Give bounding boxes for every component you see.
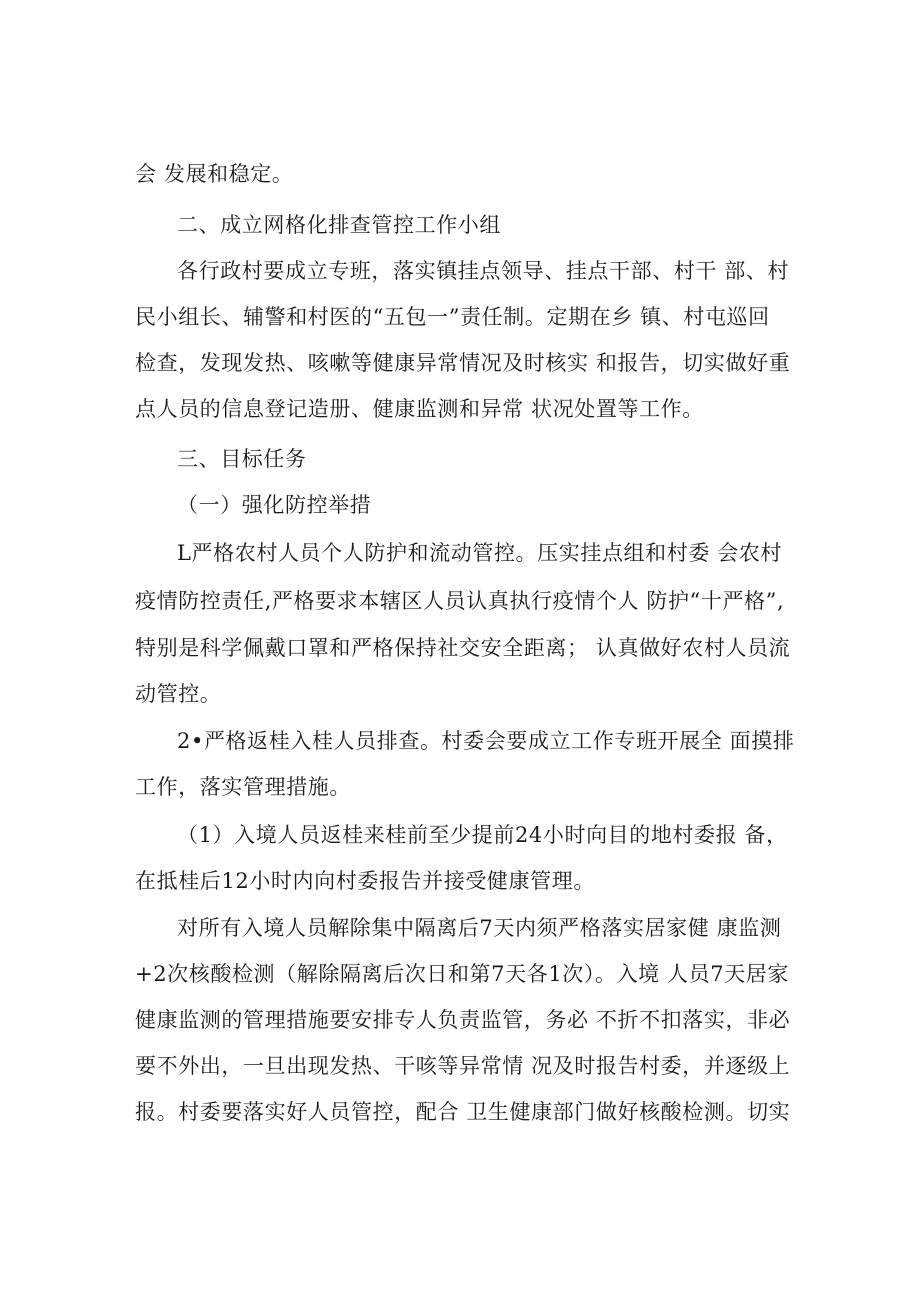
text-line: 会 发展和稳定。 <box>135 162 294 186</box>
text-line: 报。村委要落实好人员管控，配合 卫生健康部门做好核酸检测。切实 <box>135 1100 791 1124</box>
text-line: +2次核酸检测（解除隔离后次日和第7天各1次）。入境 人员7天居家 <box>135 962 790 986</box>
text-line: 要不外出，一旦出现发热、干咳等异常情 况及时报告村委，并逐级上 <box>135 1054 791 1078</box>
text-line: 检查，发现发热、咳嗽等健康异常情况及时核实 和报告，切实做好重 <box>135 351 791 375</box>
subsection-heading: （一）强化防控举措 <box>177 493 372 517</box>
text-line: 在抵桂后12小时内向村委报告并接受健康管理。 <box>135 869 595 893</box>
text-line: 特别是科学佩戴口罩和严格保持社交安全距离； 认真做好农村人员流 <box>135 636 791 660</box>
text-line: 2•严格返桂入桂人员排查。村委会要成立工作专班开展全 面摸排 <box>177 729 795 753</box>
section-heading: 二、成立网格化排查管控工作小组 <box>177 213 501 237</box>
section-heading: 三、目标任务 <box>177 447 307 471</box>
text-line: 动管控。 <box>135 682 222 706</box>
text-line: 对所有入境人员解除集中隔离后7天内须严格落实居家健 康监测 <box>177 916 782 940</box>
text-line: 疫情防控责任,严格要求本辖区人员认真执行疫情个人 防护“十严格”, <box>135 589 785 613</box>
text-line: （1）入境人员返桂来桂前至少提前24小时向目的地村委报 备， <box>177 823 788 847</box>
text-line: 健康监测的管理措施要安排专人负责监管，务必 不折不扣落实，非必 <box>135 1008 791 1032</box>
text-line: 点人员的信息登记造册、健康监测和异常 状况处置等工作。 <box>135 397 704 421</box>
text-line: L严格农村人员个人防护和流动管控。压实挂点组和村委 会农村 <box>177 541 783 565</box>
text-line: 民小组长、辅警和村医的“五包一”责任制。定期在乡 镇、村屯巡回 <box>135 305 770 329</box>
text-line: 工作，落实管理措施。 <box>135 775 351 799</box>
text-line: 各行政村要成立专班，落实镇挂点领导、挂点干部、村干 部、村 <box>177 259 790 283</box>
